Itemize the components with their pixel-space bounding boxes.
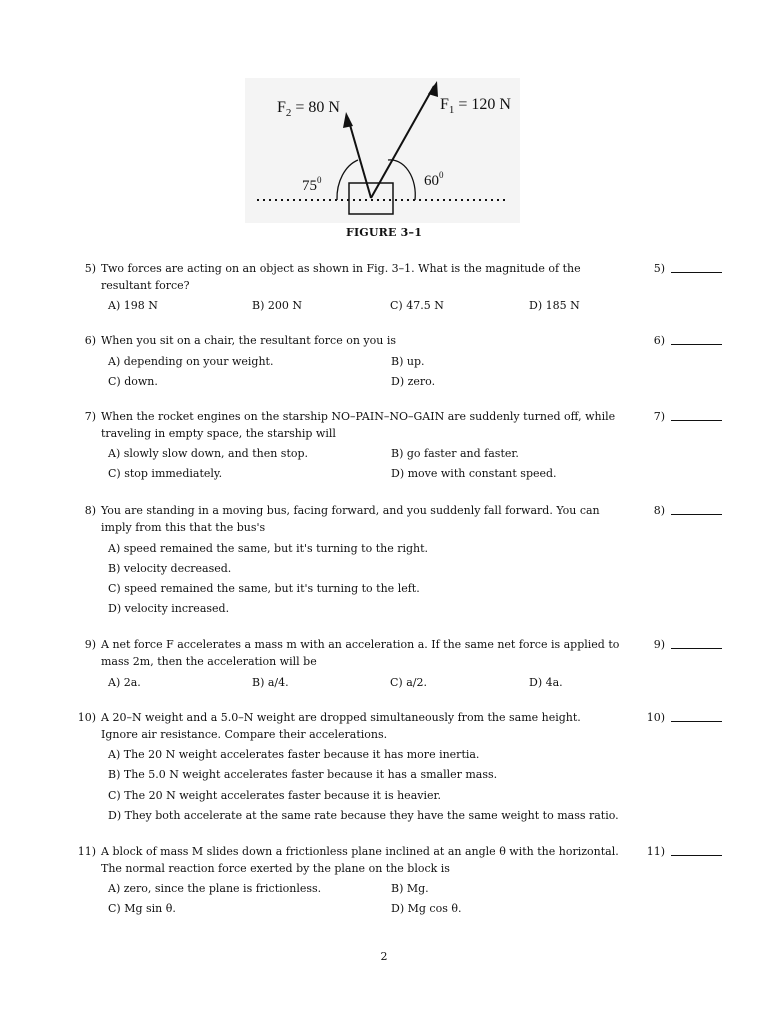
question-number: 7) <box>84 410 96 423</box>
question-number: 8) <box>84 504 96 517</box>
option-b: B) Mg. <box>391 882 429 895</box>
option-b: B) up. <box>391 355 425 368</box>
question-9 <box>72 636 752 694</box>
question-8 <box>72 502 752 620</box>
option-b: B) a/4. <box>252 676 289 689</box>
question-10 <box>72 709 752 826</box>
options <box>108 674 752 694</box>
question-stem: Two forces are acting on an object as shown in Fig. 3–1. What is the magnitude of the resultant force? <box>101 262 581 292</box>
question-11 <box>72 843 752 920</box>
option-c: C) stop immediately. <box>108 467 223 480</box>
answer-number: 11) <box>646 845 665 858</box>
option-b: B) go faster and faster. <box>391 447 519 460</box>
angle-60-label: $60^0$ <box>424 170 444 189</box>
answer-number: 7) <box>653 410 665 423</box>
answer-number: 8) <box>653 504 665 517</box>
option-a: A) depending on your weight. <box>108 355 274 368</box>
page-number: 2 <box>380 950 388 963</box>
options <box>108 540 752 620</box>
option-c: C) speed remained the same, but it's turning to the left. <box>108 582 420 595</box>
answer-blank[interactable] <box>671 721 722 722</box>
f1-label: $F_1 = 120$ N <box>440 96 511 116</box>
option-d: D) zero. <box>391 375 436 388</box>
question-stem: A block of mass M slides down a frictionless plane inclined at an angle θ with the horizontal. The normal reaction force exerted by the plane on the block is <box>101 845 619 875</box>
option-a: A) slowly slow down, and then stop. <box>108 447 309 460</box>
answer-number: 6) <box>653 334 665 347</box>
f2-label: $F_2 = 80$ N <box>277 99 340 119</box>
option-c: C) a/2. <box>390 676 427 689</box>
option-b: B) 200 N <box>252 299 302 312</box>
option-a: A) zero, since the plane is frictionless. <box>108 882 322 895</box>
option-c: C) 47.5 N <box>390 299 444 312</box>
question-number: 9) <box>84 638 96 651</box>
option-d: D) 4a. <box>529 676 563 689</box>
angle-arc-right <box>388 160 415 200</box>
answer-blank[interactable] <box>671 648 722 649</box>
option-c: C) down. <box>108 375 158 388</box>
option-b: B) The 5.0 N weight accelerates faster because it has a smaller mass. <box>108 768 498 781</box>
question-stem: A 20–N weight and a 5.0–N weight are dropped simultaneously from the same height. Ignore air resistance. Compare their accelerations. <box>101 711 581 741</box>
object-box <box>349 183 393 214</box>
option-d: D) Mg cos θ. <box>391 902 462 915</box>
option-a: A) 198 N <box>108 299 158 312</box>
answer-blank[interactable] <box>671 272 722 273</box>
option-a: A) 2a. <box>108 676 141 689</box>
answer-blank[interactable] <box>671 855 722 856</box>
option-a: A) The 20 N weight accelerates faster because it has more inertia. <box>108 748 480 761</box>
f2-vector-line <box>348 118 371 198</box>
answer-blank[interactable] <box>671 420 722 421</box>
question-number: 11) <box>77 845 96 858</box>
force-diagram-figure <box>245 78 520 223</box>
question-number: 10) <box>77 711 96 724</box>
figure-caption: FIGURE 3–1 <box>345 226 423 239</box>
angle-75-label: $75^0$ <box>302 175 322 194</box>
option-d: D) move with constant speed. <box>391 467 557 480</box>
answer-blank[interactable] <box>671 514 722 515</box>
force-diagram <box>245 78 520 223</box>
answer-number: 10) <box>646 711 665 724</box>
question-5 <box>72 260 752 317</box>
option-d: D) velocity increased. <box>108 602 230 615</box>
option-d: D) They both accelerate at the same rate because they have the same weight to mass ratio. <box>108 809 619 822</box>
answer-blank[interactable] <box>671 344 722 345</box>
question-stem: A net force F accelerates a mass m with an acceleration a. If the same net force is applied to mass 2m, then the acceleration will be <box>101 638 620 668</box>
question-stem: You are standing in a moving bus, facing forward, and you suddenly fall forward. You can imply from this that the bus's <box>101 504 600 534</box>
angle-arc-left <box>337 160 358 200</box>
option-b: B) velocity decreased. <box>108 562 232 575</box>
question-number: 6) <box>84 334 96 347</box>
options <box>108 880 752 920</box>
options <box>108 297 752 317</box>
option-a: A) speed remained the same, but it's turning to the right. <box>108 542 429 555</box>
option-c: C) The 20 N weight accelerates faster because it is heavier. <box>108 789 442 802</box>
question-6 <box>72 332 752 393</box>
f2-arrowhead <box>343 112 353 128</box>
question-number: 5) <box>84 262 96 275</box>
options <box>108 445 752 485</box>
answer-number: 9) <box>653 638 665 651</box>
options <box>108 746 752 826</box>
question-stem: When you sit on a chair, the resultant force on you is <box>101 334 397 347</box>
question-7 <box>72 408 752 485</box>
question-stem: When the rocket engines on the starship NO–PAIN–NO–GAIN are suddenly turned off, while traveling in empty space, the starship will <box>101 410 616 440</box>
option-d: D) 185 N <box>529 299 580 312</box>
answer-number: 5) <box>653 262 665 275</box>
option-c: C) Mg sin θ. <box>108 902 176 915</box>
options <box>108 353 752 393</box>
